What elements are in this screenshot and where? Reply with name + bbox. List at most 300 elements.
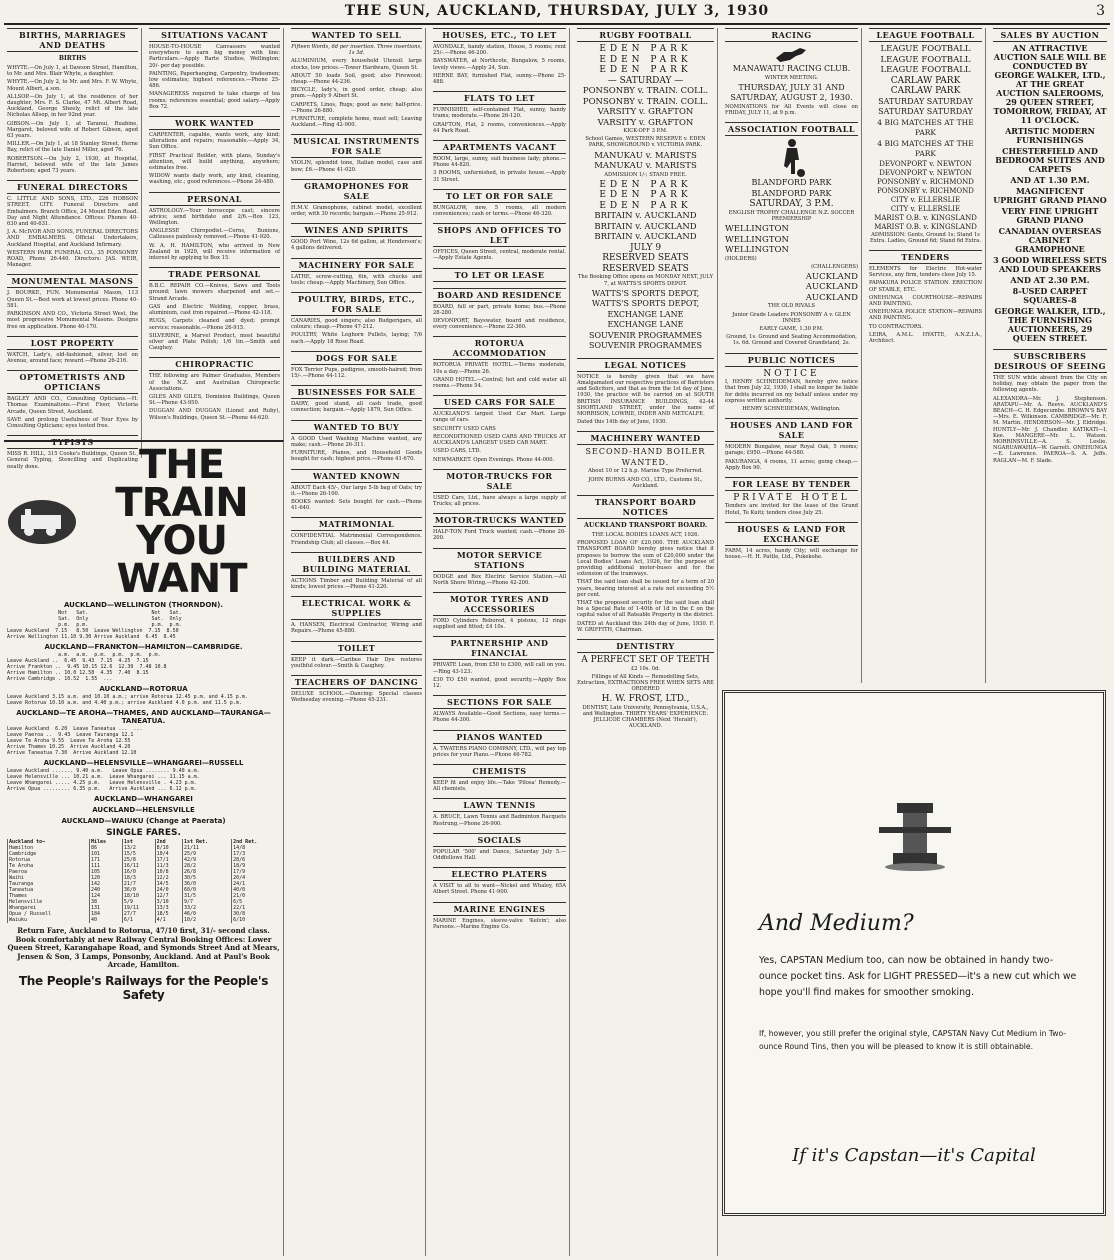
fare-cell: 28/2: [182, 863, 231, 869]
list-item: BOOKS wanted: Sets bought for cash.—Phone 41-640.: [291, 498, 422, 512]
list-item: RUGS, Carpets cleaned and dyed; prompt service; reasonable.—Phone 26-915.: [149, 318, 280, 331]
births-list: [7, 65, 138, 174]
blandford-park: [725, 178, 858, 199]
list-item: GAS and Electric Welding, copper, brass, aluminium, cast iron repaired.—Phone 42-118.: [149, 303, 280, 317]
list-item: OFFICES, Queen Street, central, moderate rental.—Apply Estate Agents.: [433, 249, 566, 262]
list-item: MARINE Engines, sleeve-valve 'Kelvin'; also Parsons.—Marine Engine Co.: [433, 917, 566, 930]
fare-cell: 142: [90, 881, 123, 887]
houses-land-heading: HOUSES AND LAND FOR SALE: [725, 418, 858, 442]
list-item: NEWMARKET. Open Evenings. Phone 44-000.: [433, 456, 555, 463]
fare-cell: Rotorua: [8, 857, 90, 863]
fare-cell: 22/1: [232, 905, 280, 911]
list-item: GRAFTON, Flat, 2 rooms, conveniences.—Apply 44 Park Road.: [433, 121, 566, 134]
display-line: EDEN PARK: [599, 54, 692, 65]
capstan-heading: And Medium?: [759, 911, 914, 936]
list-item: 3 GOOD WIRELESS SETS AND LOUD SPEAKERS: [993, 255, 1107, 274]
display-line: PONSONBY v. TRAIN. COLL.: [582, 86, 709, 96]
electrical-heading: ELECTRICAL WORK & SUPPLIES: [291, 596, 422, 620]
admission-note: ADMISSION 1/-; STAND FREE.: [604, 171, 687, 178]
list-item: FURNITURE, Pianos, and Household Goods bought for cash; highest price.—Phone 41-670.: [291, 450, 422, 463]
fare-cell: 31/5: [182, 893, 231, 899]
flats-list: [433, 107, 566, 134]
display-line: WATTS'S SPORTS DEPOT,: [591, 299, 700, 309]
machinery-list: [291, 274, 422, 286]
holders-label: (HOLDERS): [725, 255, 757, 262]
booking-offices-note: Book comfortably at new Railway Central Booking Offices: Lower Queen Street, Karangahape Road, and Symonds Street And at Mears, Jensen & Son, 3 Lamps, Ponsonby, Auckland. And at Paul's Book Arcade, Hamilton.: [7, 934, 280, 969]
cars-heading: USED CARS FOR SALE: [433, 395, 566, 409]
display-line: EDEN PARK: [599, 190, 692, 201]
fare-cell: 10/2: [182, 917, 231, 923]
subscribers-list: [993, 375, 1107, 464]
situations-heading: SITUATIONS VACANT: [149, 28, 280, 42]
display-line: AUCKLAND: [805, 282, 858, 293]
list-item: CHESTERFIELD AND BEDROOM SUITES AND CARPETS: [995, 146, 1105, 174]
fare-cell: Taneatua: [8, 887, 90, 893]
fare-cell: Tauranga: [8, 881, 90, 887]
display-line: CARLAW PARK: [890, 75, 961, 86]
list-item: THAT the said loan shall be issued for a term of 20 years, bearing interest at a rate not exceeding 5½ per cent.: [577, 579, 714, 598]
fare-cell: 21/0: [232, 893, 280, 899]
fares-header-cell: 2nd Ret.: [232, 839, 280, 845]
marine-list: [433, 918, 566, 930]
notice-title: NOTICE: [763, 368, 820, 379]
fare-cell: Waiuku: [8, 917, 90, 923]
carlaw-park: [869, 76, 982, 97]
list-item: CONFIDENTIAL Matrimonial Correspondence. Friendship Club; all classes.—Box 44.: [291, 533, 422, 546]
fare-cell: 6/1: [122, 917, 155, 923]
business-list: [291, 401, 422, 413]
trucks-wanted-heading: MOTOR-TRUCKS WANTED: [434, 515, 565, 526]
eden-park-block: [577, 44, 714, 76]
display-line: WELLINGTON: [725, 245, 789, 256]
list-item: ABOUT 50 loads Soil, good; also Firewood; cheap.—Phone 44-236.: [291, 72, 422, 86]
business-heading: BUSINESSES FOR SALE: [291, 385, 422, 399]
list-item: B.B.C. REPAIR CO.—Knives, Saws and Tools ground; lawn mowers sharpened and set.—Strand Arcade.: [149, 283, 280, 302]
fare-cell: 171: [90, 857, 123, 863]
list-item: BAYSWATER, at Northcote, Bungalow, 5 rooms, lovely views.—Apply 24, Sun.: [433, 58, 566, 71]
wines-heading: WINES AND SPIRITS: [291, 223, 422, 237]
list-item: H.M.V. Gramophone, cabinet model, excellent order, with 30 records; bargain.—Phone 25-912.: [291, 204, 422, 218]
list-item: ABOUT Each 45/-, Our large 5-lb bag of Oats; try it.—Phone 26-100.: [291, 484, 422, 497]
list-item: SECURITY USED CARS: [433, 425, 496, 432]
let-or-sale-heading: TO LET OR FOR SALE: [433, 189, 566, 203]
fare-cell: 3/10: [155, 899, 182, 905]
display-line: RESERVED SEATS: [602, 263, 689, 274]
match-date: JULY 9: [629, 242, 662, 253]
socials-list: [433, 849, 566, 861]
list-item: ALEXANDRA—Mr. J. Stephenson. ARATAPU—Mr. A. Reeve. AUCKLAND'S BEACH—C. H. Edgecumbe. BROWN'S BAY—Mrs. E. Wilkinson. CAMBRIDGE—Mr. F. M. Martin. HENDERSON—Mr. J. Eldridge. HUNTLY—Mr. J. Chandler. KATIKATI—I. Kee. MANGERE—Mr. L. Watson. MORRINSVILLE—A. S. Leslie. NGARUAWAHIA—W. Garrett. ONEHUNGA—E. Lawrence. PAEROA—S. A. Jeffs. RAGLAN—M. F. Slade.: [993, 395, 1107, 464]
train-title-1: THE TRAIN: [115, 442, 248, 526]
reserved-seats: [577, 253, 714, 274]
apartments-list: [433, 156, 566, 183]
list-item: FARM, 14 acres, handy City; will exchange for house.—H. H. Pattle, Ltd., Pukekohe.: [725, 547, 858, 561]
list-item: MODERN Bungalow, near Royal Oak, 5 rooms; garage; £950.—Phone 44-580.: [725, 444, 858, 457]
fare-cell: 30/5: [182, 875, 231, 881]
socials-heading: SOCIALS: [433, 833, 566, 847]
first-matches: [577, 86, 714, 128]
newspaper-title: THE SUN, AUCKLAND, THURSDAY, JULY 3, 1930: [344, 3, 770, 19]
flats-heading: FLATS TO LET: [433, 91, 566, 105]
route-whangarei: AUCKLAND—WHANGAREI: [94, 795, 193, 803]
builders-heading: BUILDERS AND BUILDING MATERIAL: [291, 552, 422, 576]
rugby-heading: RUGBY FOOTBALL: [577, 28, 714, 42]
list-item: THE SUN while absent from the City on holiday, may obtain the paper from the following agents.: [993, 375, 1107, 394]
work-list: [149, 132, 280, 186]
list-item: BAGLEY AND CO., Consulting Opticians.—H. Thomas Examinations.—First Floor, Victoria Arcade, Queen Street, Auckland.: [7, 396, 138, 415]
chemists-list: [433, 780, 566, 792]
list-item: ARTISTIC MODERN FURNISHINGS: [1005, 126, 1095, 145]
fare-cell: 16/11: [122, 863, 155, 869]
column-births: [4, 28, 142, 470]
fare-cell: 26/8: [182, 869, 231, 875]
fare-cell: 28/6: [232, 857, 280, 863]
list-item: J. A. McIVOR AND SONS, FUNERAL DIRECTORS AND EMBALMERS. Official Undertakers, Auckland Hospital, and Auckland Infirmary.: [7, 229, 138, 248]
tenders-list: [869, 266, 982, 344]
list-item: ROTORUA PRIVATE HOTEL.—Terms moderate, 10s a day.—Phone 26.: [433, 362, 566, 375]
fare-cell: Helensville: [8, 899, 90, 905]
list-item: DEVONPORT, Bayswater, board and residence, every convenience.—Phone 22-360.: [433, 318, 566, 331]
list-item: GRAND HOTEL.—Central; hot and cold water all rooms.—Phone 54.: [433, 376, 566, 390]
column-rugby: [574, 28, 718, 1256]
fare-cell: 14/8: [232, 845, 280, 851]
list-item: DAIRY, good stand, all cash trade, good connection; bargain.—Apply 1879, Sun Office.: [291, 401, 422, 414]
fare-cell: 30/8: [232, 911, 280, 917]
fare-cell: 131: [90, 905, 123, 911]
fare-cell: 13/3: [155, 905, 182, 911]
display-line: EXCHANGE LANE: [607, 309, 684, 319]
route-waiuku: AUCKLAND—WAIUKU (Change at Paerata): [61, 817, 226, 825]
dogs-list: [291, 367, 422, 379]
list-item: BUNGALOW, new, 5 rooms, all modern conveniences; cash or terms.—Phone 46-320.: [433, 204, 566, 218]
list-item: GOOD Port Wine, 12s 6d gallon, at Henderson's; 4 gallons delivered.: [291, 239, 422, 252]
fare-cell: 111: [90, 863, 123, 869]
league-admission: ADMISSION: Gents, Ground 1s; Stand 1s Extra. Ladies, Ground 6d; Stand 6d Extra.: [870, 231, 981, 244]
fare-cell: Cambridge: [8, 851, 90, 857]
auction-heading: SALES BY AUCTION: [993, 28, 1107, 42]
fare-cell: 18/10: [122, 893, 155, 899]
display-line: 4 BIG MATCHES AT THE PARK: [877, 138, 974, 158]
list-item: ALLSOP.—On July 1, at the residence of her daughter, Mrs. F. S. Clarke, 47 Mt. Albert Road, Auckland, George Sheely, relict of the late Nicholas Allsop, in her 92nd year.: [7, 93, 138, 119]
saturday-label: — SATURDAY —: [607, 75, 684, 86]
list-item: ASTROLOGY.—Your horoscope cast; sincere advice; send birthdate and 2/6.—Box 123, Wellington.: [149, 207, 280, 227]
dogs-heading: DOGS FOR SALE: [291, 351, 422, 365]
gramo-list: [291, 205, 422, 217]
list-item: LEIRA, A.M.L. HYATTE, A.N.Z.I.A., Architect.: [869, 331, 982, 344]
trucks-heading: MOTOR-TRUCKS FOR SALE: [433, 469, 566, 493]
display-line: MANUKAU v. MARISTS: [594, 161, 697, 172]
fare-cell: 6/10: [232, 917, 280, 923]
apartments-heading: APARTMENTS VACANT: [433, 140, 566, 154]
list-item: GILES AND GILES, Dominion Buildings, Queen St.—Phone 43-950.: [149, 393, 280, 407]
school-games: School Games, WESTERN RESERVE v. EDEN PARK, SHOWGROUND v. VICTORIA PARK.: [585, 136, 706, 149]
fare-cell: 17/1: [155, 857, 182, 863]
list-item: FURNITURE, complete home, must sell; Leaving Auckland.—Ring 42-900.: [291, 116, 422, 129]
column-racing: [722, 28, 862, 683]
chiro-heading: CHIROPRACTIC: [149, 357, 280, 371]
fares-header-cell: 1st: [122, 839, 155, 845]
transport-heading: TRANSPORT BOARD NOTICES: [577, 495, 714, 519]
display-line: PONSONBY v. RICHMOND: [877, 186, 974, 195]
tenders-heading: TENDERS: [869, 250, 982, 264]
display-line: MANUKAU v. MARISTS: [594, 150, 697, 161]
display-line: SOUVENIR PROGRAMMES: [589, 330, 702, 340]
shops-list: [433, 249, 566, 261]
fare-cell: 184: [90, 911, 123, 917]
auckland-team: [725, 272, 858, 304]
display-line: VARSITY v. GRAFTON: [597, 117, 694, 128]
boiler-text: About 10 or 12 h.p. Marine Type Preferred.: [588, 468, 703, 475]
kickoff-note: KICK-OFF 3 P.M.: [623, 128, 668, 134]
display-line: AUCKLAND: [805, 292, 858, 303]
display-line: SOUVENIR PROGRAMMES: [589, 341, 702, 351]
partnership-heading: PARTNERSHIP AND FINANCIAL: [433, 636, 566, 660]
column-league: [866, 28, 986, 683]
list-item: CANADIAN OVERSEAS CABINET GRAMOPHONE: [998, 226, 1102, 254]
list-item: PAPAKURA POLICE STATION. ERECTION OF STABLE, ETC.: [869, 280, 982, 293]
list-item: A. BRUCE, Lawn Tennis and Badminton Racquets Restrung.—Phone 26-900.: [433, 814, 566, 827]
toilet-heading: TOILET: [291, 641, 422, 655]
chemists-heading: CHEMISTS: [433, 764, 566, 778]
houses-heading: HOUSES, ETC., TO LET: [433, 28, 566, 42]
notice-text: I, HENRY SCHNEIDEMAN, hereby give notice that from July 22, 1930, I shall no longer be liable for debts incurred on my behalf unless under my express written authority.: [725, 379, 858, 404]
legal-list: [577, 374, 714, 426]
sell-heading: WANTED TO SELL: [291, 28, 422, 42]
fare-cell: 5/9: [122, 899, 155, 905]
list-item: HALF-TON Ford Truck wanted; cash.—Phone 26-200.: [433, 529, 566, 542]
locomotive-icon: [7, 497, 77, 547]
list-item: KEEP it dark.—Caribee Hair Dye restores youthful colour.—Smith & Caughey.: [291, 656, 422, 669]
fare-cell: 240: [90, 887, 123, 893]
exchange-list: [725, 548, 858, 560]
rotorua-heading: ROTORUA ACCOMMODATION: [433, 336, 566, 360]
lost-heading: LOST PROPERTY: [7, 336, 138, 350]
wines-list: [291, 239, 422, 251]
fare-cell: 105: [90, 869, 123, 875]
poultry-list: [291, 318, 422, 345]
list-item: POPULAR '500' and Dance, Saturday July 5.—Oddfellows Hall.: [433, 848, 566, 861]
gramo-heading: GRAMOPHONES FOR SALE: [291, 179, 422, 203]
display-line: AUCKLAND: [805, 271, 858, 282]
early-game: EARLY GAME, 1.30 P.M.: [759, 326, 824, 333]
fare-cell: 33/2: [182, 905, 231, 911]
list-item: BOARD, full or part, private home; bus.—Phone 28-280.: [433, 303, 566, 316]
fare-cell: 11/3: [155, 863, 182, 869]
route-helensville: AUCKLAND—HELENSVILLE: [92, 806, 195, 814]
fare-cell: 15/5: [122, 851, 155, 857]
ground-prices: Ground, 1s. Ground and Seating Accommodation, 1s. 6d. Ground and Covered Grandstand, 2s.: [726, 334, 857, 347]
page-number: 3: [1096, 3, 1106, 19]
list-item: USED Cars, Ltd., have always a large supply of Trucks; all prices.: [433, 494, 566, 507]
racing-heading: RACING: [725, 28, 858, 42]
music-heading: MUSICAL INSTRUMENTS FOR SALE: [291, 134, 422, 158]
notice-signature: HENRY SCHNEIDEMAN, Wellington.: [742, 405, 841, 412]
display-line: WATTS'S SPORTS DEPOT,: [591, 288, 700, 298]
list-item: J. BOURKE, FUN. Monumental Mason, 113 Queen St.—Best work at lowest prices. Phone 40-581.: [7, 290, 138, 309]
buy-heading: WANTED TO BUY: [291, 420, 422, 434]
transport-title: AUCKLAND TRANSPORT BOARD.: [583, 520, 708, 529]
display-line: PONSONBY v. RICHMOND: [877, 177, 974, 186]
list-item: C. LITTLE AND SONS, LTD., 226 HOBSON STREET, CITY. Funeral Directors and Embalmers. Branch Office, 24 Mount Eden Road. Day and Night Attendance. Offices: Phones 40-630 and 40-631.: [7, 196, 138, 228]
sections-list: [433, 711, 566, 723]
list-item: PARKINSON AND CO., Victoria Street West, the most progressive Monumental Masons. Designs free on application. Phone 40-170.: [7, 311, 138, 330]
column-situations: [146, 28, 284, 458]
fare-cell: 18/5: [155, 911, 182, 917]
league-saturday: [869, 97, 982, 118]
fare-cell: Opua / Russell: [8, 911, 90, 917]
fare-cell: 101: [90, 851, 123, 857]
challengers-label: (CHALLENGERS): [811, 263, 858, 270]
list-item: KEEP fit and enjoy life.—Take 'Pilosa' Remedy.—All chemists.: [433, 779, 566, 793]
list-item: AND AT 2.30 P.M.: [1010, 275, 1090, 285]
platers-heading: ELECTRO PLATERS: [433, 867, 566, 881]
league-heading: LEAGUE FOOTBALL: [869, 28, 982, 42]
platers-list: [433, 883, 566, 895]
fare-cell: 21/7: [122, 881, 155, 887]
list-item: ALUMINIUM, every household Utensil: large stocks, low prices.—Tower Hardware, Queen St.: [291, 58, 422, 71]
list-item: LATHE, screw-cutting, 6in, with chucks and tools; cheap.—Apply Machinery, Sun Office.: [291, 273, 422, 286]
fares-header-cell: 1st Ret.: [182, 839, 231, 845]
burns-company: JOHN BURNS AND CO., LTD., Customs St., Auckland.: [588, 476, 703, 489]
list-item: SAVE and prolong Usefulness of Your Eyes by Consulting Opticians; eyes tested free.: [7, 416, 138, 429]
trucks-wanted-list: [433, 529, 566, 541]
display-line: DEVONPORT v. NEWTON: [879, 159, 972, 168]
tyres-heading: MOTOR TYRES AND ACCESSORIES: [433, 592, 566, 616]
display-line: CARLAW PARK: [890, 86, 961, 96]
houses-land-list: [725, 444, 858, 471]
list-item: WIDOW wants daily work, any kind, cleaning, washing, etc.; good references.—Phone 24-480.: [149, 173, 280, 186]
column-to-let: [430, 28, 570, 1256]
list-item: GIBSON.—On July 1, at Taranui, Ruabine, Margaret, beloved wife of Robert Gibson, aged 63 years.: [7, 120, 138, 140]
fare-cell: 24/1: [232, 881, 280, 887]
work-heading: WORK WANTED: [149, 116, 280, 130]
matrimonial-list: [291, 533, 422, 545]
challenge-trophy: ENGLISH TROPHY CHALLENGE N.Z. SOCCER PREMIERSHIP: [728, 209, 855, 222]
fare-cell: 14/5: [155, 881, 182, 887]
board-list: [433, 304, 566, 331]
legal-heading: LEGAL NOTICES: [577, 358, 714, 372]
list-item: FIRST Practical Builder, with plans, Sunday's attention, will build anything, anywhere; estimates free.: [149, 152, 280, 172]
fare-cell: 12/2: [155, 875, 182, 881]
fares-header-cell: Miles: [90, 839, 123, 845]
display-line: LEAGUE FOOTBALL: [880, 65, 971, 75]
display-line: BRITAIN v. AUCKLAND: [594, 221, 697, 232]
personal-list: [149, 208, 280, 262]
board-heading: BOARD AND RESIDENCE: [433, 288, 566, 302]
marine-heading: MARINE ENGINES: [433, 902, 566, 916]
manukau-match: [577, 151, 714, 172]
display-line: PONSONBY v. TRAIN. COLL.: [582, 96, 709, 107]
capstan-logo-icon: [875, 793, 955, 877]
display-line: CITY v. ELLERSLIE: [890, 195, 961, 204]
list-item: MISS R. HILL, 315 Cooke's Buildings, Queen St., General Typing, Stencilling and Duplicating neatly done.: [7, 451, 138, 470]
pianos-heading: PIANOS WANTED: [433, 730, 566, 744]
display-line: WELLINGTON: [725, 234, 789, 245]
pianos-list: [433, 746, 566, 758]
list-item: MAGNIFICENT UPRIGHT GRAND PIANO: [993, 186, 1107, 205]
display-line: EDEN PARK: [599, 200, 692, 211]
list-item: £30 TO £50 wanted, good security.—Apply Box 12.: [433, 676, 566, 689]
league-games: [869, 160, 982, 232]
masthead: [0, 0, 1114, 22]
list-item: 3 ROOMS, unfurnished, in private house.—Apply 31 Street.: [433, 170, 566, 183]
wellington-team: [725, 224, 858, 256]
births-subheading: BIRTHS: [58, 55, 87, 62]
display-line: VARSITY v. GRAFTON: [597, 107, 694, 117]
display-line: DEVONPORT v. NEWTON: [879, 168, 972, 177]
column-for-sale: [288, 28, 426, 1256]
personal-heading: PERSONAL: [149, 192, 280, 206]
list-item: DELUXE SCHOOL.—Dancing: Special classes Wednesday evening.—Phone 45-231.: [291, 690, 422, 704]
fares-title: SINGLE FARES.: [106, 828, 181, 838]
list-item: WATCH, Lady's, old-fashioned, silver, lost on Avenue, around face; reward.—Phone 26-216.: [7, 351, 138, 364]
display-line: MARIST O.B. v. KINGSLAND: [874, 222, 977, 231]
fare-cell: 60/0: [182, 887, 231, 893]
list-item: SILVERINE, a Marvel Product, most beautiful silver and Plate Polish; 1/6 tin.—Smith and Caughey.: [149, 332, 280, 352]
service-heading: MOTOR SERVICE STATIONS: [433, 548, 566, 572]
list-item: VIOLIN, splendid tone, Italian model, case and bow; £6.—Phone 41-020.: [291, 160, 422, 173]
list-item: THAT the proposed security for the said loan shall be a Special Rate of 1-40th of 1d in the £ on the capital value of all Rateable Property in the district.: [577, 599, 714, 619]
list-item: WHYTE.—On July 1, at Dawson Street, Hamilton, to Mr. and Mrs. Blair Whyte, a daughter.: [7, 65, 138, 78]
let-or-lease-heading: TO LET OR LEASE: [433, 268, 566, 282]
list-item: ANGLESSE Chiropodist.—Corns, Bunions, Callouses painlessly removed.—Phone 41-920.: [149, 228, 280, 241]
transport-list: [577, 540, 714, 633]
eden-park-block-2: [577, 180, 714, 212]
timetable-wellington: Not Sat. Not Sat. Sat. Only Sat. Only p.m. p.m. p.m. p.m. Leave Auckland 7.15 8.50 Leave Wellington 7.15 8.50 Arrive Wellington 11.10 9.30 Arrive Auckland 6.45 8.45: [7, 610, 182, 640]
watts-depot: [577, 289, 714, 331]
railway-slogan: The People's Railways for the People's Safety: [18, 973, 269, 1002]
lost-list: [7, 352, 138, 364]
list-item: THE following are Palmer Graduates, Members of the N.Z. and Australian Chiropractic Associations.: [149, 373, 280, 392]
list-item: ELEMENTS for Electric Hot-water Services, any firm, tenders close July 15.: [869, 265, 982, 279]
list-item: ROBERTSON.—On July 2, 1930, at Hospital, Harriet, beloved wife of the late James Robertson; aged 73 years.: [7, 155, 138, 175]
dancing-heading: TEACHERS OF DANCING: [291, 675, 422, 689]
shops-heading: SHOPS AND OFFICES TO LET: [433, 223, 566, 247]
list-item: FOX Terrier Pups, pedigree, smooth-haired; from 15/-.—Phone 44-112.: [291, 366, 422, 380]
fare-cell: Paeroa: [8, 869, 90, 875]
list-item: ONEHUNGA COURTHOUSE—REPAIRS AND PAINTING.: [869, 294, 982, 307]
junior-grade: Junior Grade Leaders PONSONBY A v. GLEN INNES: [732, 311, 851, 324]
monumental-heading: MONUMENTAL MASONS: [7, 274, 138, 288]
sell-rates: Fifteen Words, 6d per insertion. Three insertions, 1s 3d.: [291, 44, 422, 57]
music-list: [291, 160, 422, 172]
timetable-cambridge: a.m. a.m. p.m. p.m. p.m. p.m. Leave Auckland .. 6.45 9.43 7.15 4.25 7.15 Arrive Frankton .. 9.45 10.15 12.6 12.30 7.48 10.8 Arrive Hamilton .. 10.0 12.58 4.35 7.40 8.15 Arrive Cambridge . 10.52 1.55 ...: [7, 652, 167, 682]
route-russell: AUCKLAND—HELENSVILLE—WHANGAREI—RUSSELL: [43, 759, 244, 767]
houses-list: [433, 44, 566, 85]
frost-name: H. W. FROST, LTD.,: [601, 694, 690, 705]
dentistry-title: A PERFECT SET OF TEETH: [581, 655, 710, 665]
list-item: ALWAYS Available—Good Sections, easy terms.—Phone 44-300.: [433, 711, 566, 724]
list-item: DATED at Auckland this 24th day of June, 1930. F. W. GRIFFITH, Chairman.: [577, 620, 714, 633]
list-item: POULTRY, White Leghorn Pullets, laying; 7/6 each.—Apply 18 Rose Road.: [291, 332, 422, 345]
fare-cell: 9/7: [182, 899, 231, 905]
timetable-russell: Leave Auckland ....... 9.40 a.m. Leave Opua ........ 9.40 a.m. Leave Helensville ... 10.21 a.m. Leave Whangarei ... 11.15 a.m. Leave Whangarei ..... 4.25 p.m. Leave Helensville . 4.23 p.m. Arrive Opua ......... 6.35 p.m. Arrive Auckland ... 6.12 p.m.: [7, 768, 200, 792]
fare-cell: 12/7: [155, 893, 182, 899]
tennis-list: [433, 814, 566, 826]
race-dates: THURSDAY, JULY 31 AND SATURDAY, AUGUST 2, 1930.: [730, 82, 853, 103]
poultry-heading: POULTRY, BIRDS, ETC., FOR SALE: [291, 292, 422, 316]
list-item: ROOM, large, sunny, suit business lady; phone.—Phone 44-820.: [433, 156, 566, 169]
display-line: RESERVED SEATS: [602, 253, 689, 264]
display-line: MARIST O.B. v. KINGSLAND: [874, 213, 977, 222]
builders-list: [291, 578, 422, 590]
dentistry-heading: DENTISTRY: [577, 639, 714, 653]
table-row: [8, 917, 281, 923]
fare-cell: 25/8: [122, 857, 155, 863]
matrimonial-heading: MATRIMONIAL: [291, 517, 422, 531]
funeral-heading: FUNERAL DIRECTORS: [7, 180, 138, 194]
tyres-list: [433, 618, 566, 630]
fare-cell: 40/0: [232, 887, 280, 893]
